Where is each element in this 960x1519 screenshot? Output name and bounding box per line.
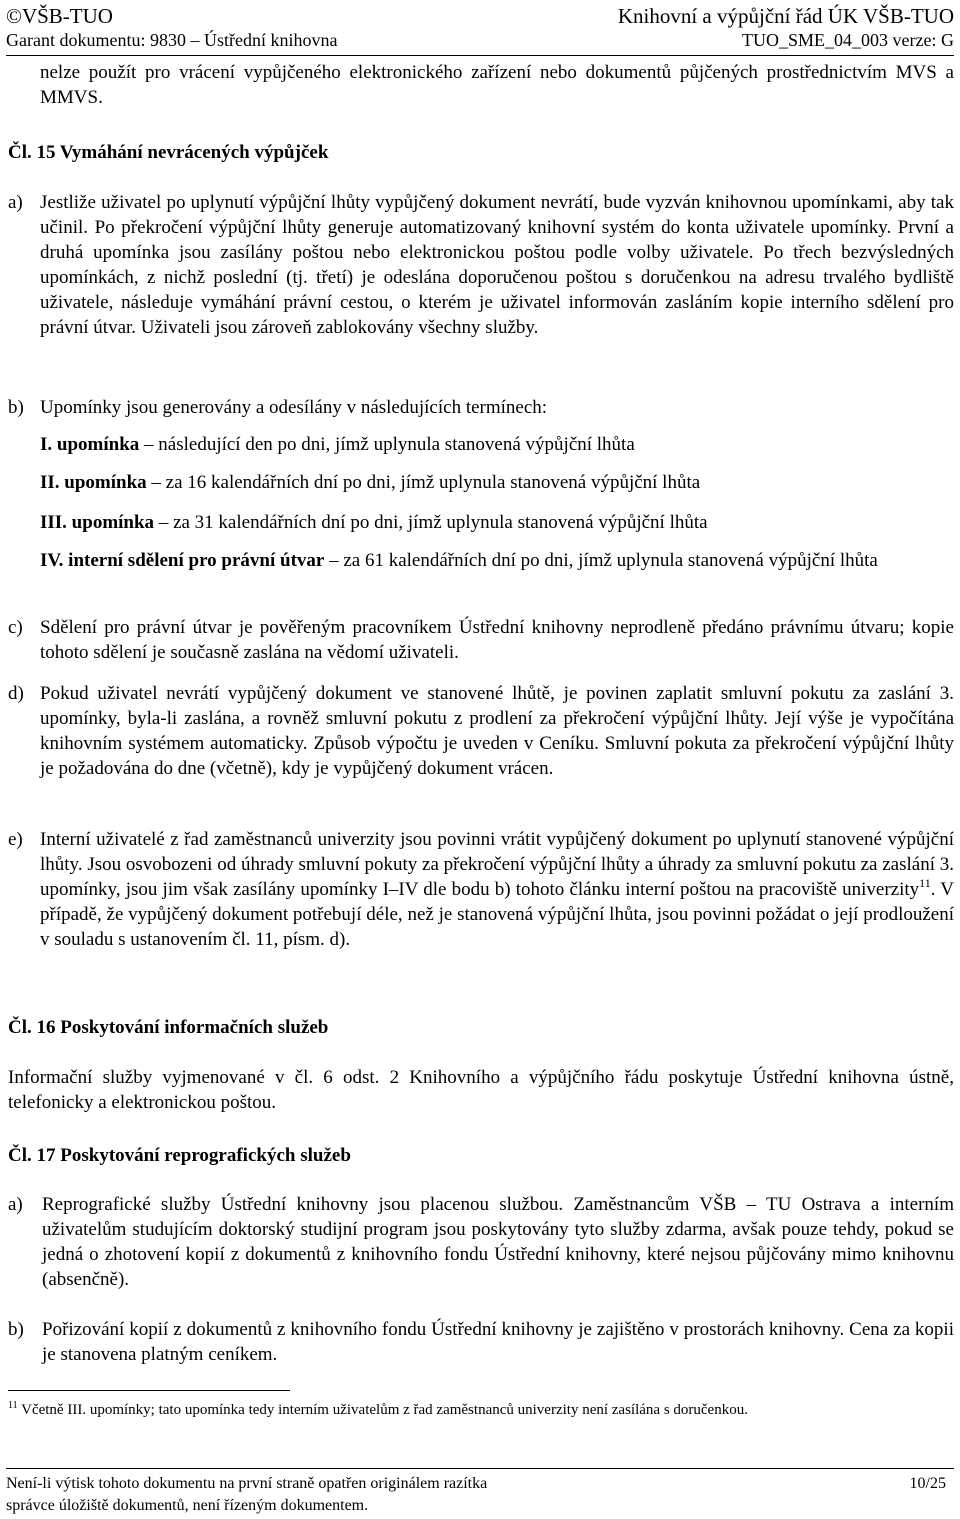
- header-copyright: ©VŠB-TUO: [6, 4, 113, 28]
- reminder-text: – následující den po dni, jímž uplynula stanovená výpůjční lhůta: [139, 434, 635, 455]
- page-footer: [6, 1473, 946, 1517]
- item-text: Pokud uživatel nevrátí vypůjčený dokument ve stanovené lhůtě, je povinen zaplatit smluvní pokutu za zaslání 3. upomínky, byla-li zaslána, a rovněž smluvní pokutu z prodlení za překročení výpůjční lhůty. Její výše je vypočítána knihovním systémem automaticky. Způsob výpočtu je uveden v Ceníku. Smluvní pokuta za překročení výpůjční lhůty je požadována do dne (včetně), kdy je vypůjčený dokument vrácen.: [40, 683, 954, 779]
- item-text: Sdělení pro právní útvar je pověřeným pracovníkem Ústřední knihovny neprodleně předáno právnímu útvaru; kopie tohoto sdělení je současně zaslána na vědomí uživateli.: [40, 617, 954, 663]
- article-15-item-b: [8, 395, 954, 420]
- article-15-item-a: [8, 190, 954, 340]
- footnote-reference: 11: [919, 876, 931, 890]
- item-text: Pořizování kopií z dokumentů z knihovního fondu Ústřední knihovny je zajištěno v prostorách knihovny. Cena za kopii je stanovena platným ceníkem.: [42, 1319, 954, 1365]
- footnote-text: Včetně III. upomínky; tato upomínka tedy interním uživatelům z řad zaměstnanců univerzity není zasílána s doručenkou.: [17, 1402, 748, 1418]
- item-text: Upomínky jsou generovány a odesílány v následujících termínech:: [40, 397, 548, 418]
- item-marker: b): [8, 1319, 24, 1340]
- page-number: 10/25: [909, 1475, 946, 1492]
- article-16-title: Čl. 16 Poskytování informačních služeb: [8, 1017, 329, 1038]
- footer-notice-line-2: správce úložiště dokumentů, není řízeným dokumentem.: [6, 1497, 369, 1514]
- reminder-label: II. upomínka: [40, 472, 147, 493]
- footnote: [8, 1396, 888, 1420]
- reminder-label: IV. interní sdělení pro právní útvar: [40, 550, 325, 571]
- reminder-text: – za 61 kalendářních dní po dni, jímž uplynula stanovená výpůjční lhůta: [324, 550, 878, 571]
- reminder-1: [40, 432, 954, 457]
- article-17-item-b: [8, 1317, 954, 1367]
- footnote-divider: [8, 1390, 290, 1391]
- footer-notice-line-1: Není-li výtisk tohoto dokumentu na první straně opatřen originálem razítka: [6, 1475, 488, 1492]
- article-17-item-a: [8, 1192, 954, 1292]
- header-document-title: Knihovní a výpůjční řád ÚK VŠB-TUO: [617, 4, 954, 28]
- article-15-item-e: [8, 827, 954, 952]
- article-17-title: Čl. 17 Poskytování reprografických služeb: [8, 1145, 351, 1166]
- header-document-code: TUO_SME_04_003 verze: G: [742, 30, 954, 50]
- article-15-item-c: [8, 615, 954, 665]
- article-16-paragraph: Informační služby vyjmenované v čl. 6 odst. 2 Knihovního a výpůjčního řádu poskytuje Ústřední knihovna ústně, telefonicky a elektronickou poštou.: [8, 1067, 954, 1113]
- item-marker: d): [8, 683, 24, 704]
- item-marker: c): [8, 617, 23, 638]
- reminder-3: [40, 510, 954, 535]
- footnote-number: 11: [8, 1400, 18, 1411]
- item-text: [40, 827, 954, 952]
- item-marker: a): [8, 1194, 23, 1215]
- item-text: Jestliže uživatel po uplynutí výpůjční lhůty vypůjčený dokument nevrátí, bude vyzván knihovnou upomínkami, aby tak učinil. Po překročení výpůjční lhůty generuje automatizovaný knihovní systém do konta uživatele upomínky. První a druhá upomínka jsou zasílány poštou nebo elektronickou poštou podle volby uživatele. Po třech bezvýsledných upomínkách, z nichž poslední (tj. třetí) je odeslána doporučenou poštou s doručenkou na adresu trvalého bydliště uživatele, následuje vymáhání právní cestou, o kterém je uživatel informován zasláním kopie interního sdělení pro právní útvar. Uživateli jsou zároveň zablokovány všechny služby.: [40, 192, 954, 338]
- header-guarantor: Garant dokumentu: 9830 – Ústřední knihovna: [6, 30, 338, 50]
- footer-divider: [6, 1468, 954, 1469]
- reminder-label: III. upomínka: [40, 512, 155, 533]
- item-marker: e): [8, 829, 23, 850]
- item-text-part-1: Interní uživatelé z řad zaměstnanců univerzity jsou povinni vrátit vypůjčený dokument po uplynutí stanovené výpůjční lhůty. Jsou osvobozeni od úhrady smluvní pokuty za překročení výpůjční lhůty a úhrady za smluvní pokutu za zaslání 3. upomínky, jsou jim však zasílány upomínky I–IV dle bodu b) tohoto článku interní poštou na pracoviště univerzity: [40, 829, 954, 900]
- reminder-text: – za 31 kalendářních dní po dni, jímž uplynula stanovená výpůjční lhůta: [154, 512, 708, 533]
- article-15-title: Čl. 15 Vymáhání nevrácených výpůjček: [8, 142, 329, 163]
- reminder-label: I. upomínka: [40, 434, 140, 455]
- item-marker: b): [8, 397, 24, 418]
- article-15-item-d: [8, 681, 954, 781]
- item-text: Reprografické služby Ústřední knihovny jsou placenou službou. Zaměstnancům VŠB – TU Ostrava a interním uživatelům studujícím doktorský studijní program jsou poskytovány tyto služby zdarma, avšak pouze tehdy, pokud se jedná o zhotovení kopií z dokumentů z knihovního fondu Ústřední knihovny, které nejsou půjčovány mimo knihovnu (absenčně).: [42, 1194, 954, 1290]
- reminder-4: [40, 548, 954, 573]
- intro-paragraph: nelze použít pro vrácení vypůjčeného elektronického zařízení nebo dokumentů půjčených prostřednictvím MVS a MMVS.: [40, 62, 954, 108]
- reminder-text: – za 16 kalendářních dní po dni, jímž uplynula stanovená výpůjční lhůta: [146, 472, 701, 493]
- reminder-2: [40, 470, 954, 495]
- item-marker: a): [8, 192, 23, 213]
- header-divider: [6, 55, 954, 56]
- page-header: [6, 3, 954, 51]
- item-text-part-2: . V případě, že vypůjčený dokument potřebují déle, než je stanovená výpůjční lhůta, jsou povinni požádat o její prodloužení v souladu s ustanovením čl. 11, písm. d).: [40, 879, 954, 950]
